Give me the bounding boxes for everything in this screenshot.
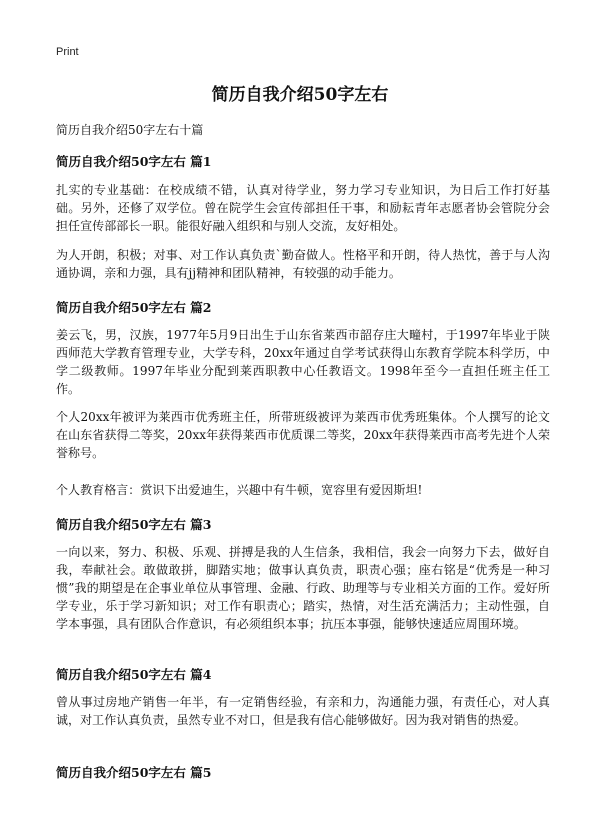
section-3-paragraph-1: 一向以来，努力、积极、乐观、拼搏是我的人生信条，我相信，我会一向努力下去，做好自我，奉献社会。敢做敢拼，脚踏实地；做事认真负责，职责心强；座右铭是“优秀是一种习惯”我的期望是在企事业单位从事管理、金融、行政、助理等与专业相关方面的工作。爱好所学专业，乐于学习新知识；对工作有职责心；踏实，热情，对生活充满活力；主动性强，自学本事强，具有团队合作意识，有必须组织本事；抗压本事强，能够快速适应周围环境。 — [56, 545, 550, 631]
section-heading-5: 简历自我介绍50字左右 篇5 — [56, 765, 212, 780]
page-title: 简历自我介绍50字左右 — [211, 85, 389, 105]
section-heading-4: 简历自我介绍50字左右 篇4 — [56, 667, 212, 682]
section-2-paragraph-3: 个人教育格言：赏识下出爱迪生，兴趣中有牛顿，宽容里有爱因斯坦! — [56, 483, 423, 497]
section-1-paragraph-2: 为人开朗，积极；对事、对工作认真负责`勤奋做人。性格平和开朗，待人热忱，善于与人沟通协调，亲和力强，具有jj精神和团队精神，有较强的动手能力。 — [56, 248, 550, 280]
section-heading-3: 简历自我介绍50字左右 篇3 — [56, 517, 212, 532]
section-2-paragraph-2: 个人20xx年被评为莱西市优秀班主任，所带班级被评为莱西市优秀班集体。个人撰写的论文在山东省获得二等奖，20xx年获得莱西市优质课二等奖，20xx年获得莱西市高考先进个人荣誉称号。 — [56, 410, 550, 460]
section-heading-1: 简历自我介绍50字左右 篇1 — [56, 154, 212, 169]
document-intro: 简历自我介绍50字左右十篇 — [56, 123, 204, 137]
section-4-paragraph-1: 曾从事过房地产销售一年半，有一定销售经验，有亲和力，沟通能力强，有责任心，对人真诚，对工作认真负责，虽然专业不对口，但是我有信心能够做好。因为我对销售的热爱。 — [56, 695, 550, 727]
section-1-paragraph-1: 扎实的专业基础：在校成绩不错，认真对待学业，努力学习专业知识，为日后工作打好基础。另外，还修了双学位。曾在院学生会宣传部担任干事，和励耘青年志愿者协会管院分会担任宣传部部长一职。能很好融入组织和与别人交流，友好相处。 — [56, 183, 550, 233]
print-link[interactable]: Print — [56, 46, 79, 58]
section-heading-2: 简历自我介绍50字左右 篇2 — [56, 300, 212, 315]
section-2-paragraph-1: 姜云飞，男，汉族，1977年5月9日出生于山东省莱西市韶存庄大疃村，于1997年毕业于陕西师范大学教育管理专业，大学专科，20xx年通过自学考试获得山东教育学院本科学历，中学二级教师。1997年毕业分配到莱西职教中心任教语文。1998年至今一直担任班主任工作。 — [56, 328, 550, 396]
